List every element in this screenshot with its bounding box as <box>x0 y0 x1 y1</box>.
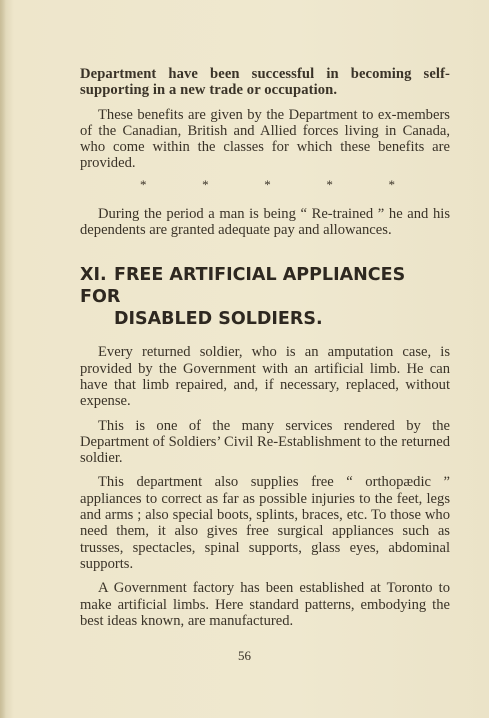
paragraph-factory: A Government factory has been established at Toronto to make artificial limbs. Here standard patterns, embodying the best ideas known, are manufactured. <box>80 580 450 629</box>
section-number: XI. <box>80 265 107 286</box>
asterisk: * <box>326 176 333 192</box>
page-number: 56 <box>238 648 251 663</box>
asterisk: * <box>140 176 147 192</box>
paragraph-continued: Department have been successful in becoming self-supporting in a new trade or occupation. <box>80 66 450 99</box>
asterisk: * <box>388 176 395 192</box>
paragraph-retrained: During the period a man is being “ Re-trained ” he and his dependents are granted adequate pay and allowances. <box>80 205 450 239</box>
paragraph-benefits: These benefits are given by the Department to ex-members of the Canadian, British and Allied forces living in Canada, who come within the classes for which these benefits are provided. <box>80 106 450 172</box>
asterisk: * <box>264 176 271 192</box>
paragraph-services: This is one of the many services rendered by the Department of Soldiers’ Civil Re-Establishment to the returned soldier. <box>80 417 450 467</box>
asterisk: * <box>202 176 209 192</box>
section-title-line-1: FREE ARTIFICIAL APPLIANCES FOR <box>80 265 406 308</box>
section-heading <box>80 264 450 330</box>
paragraph-amputation: Every returned soldier, who is an amputation case, is provided by the Government with an artificial limb. He can have that limb repaired, and, if necessary, replaced, without expense. <box>80 344 450 410</box>
asterisk-separator <box>80 178 450 192</box>
section-title-line-2: DISABLED SOLDIERS. <box>114 309 323 330</box>
page-body <box>80 66 450 637</box>
paragraph-orthopaedic: This department also supplies free “ orthopædic ” appliances to correct as far as possible injuries to the feet, legs and arms ; also special boots, splints, braces, etc. To those who need them, it also gives free surgical appliances such as trusses, spectacles, spinal supports, glass eyes, abdominal supports. <box>80 474 450 572</box>
